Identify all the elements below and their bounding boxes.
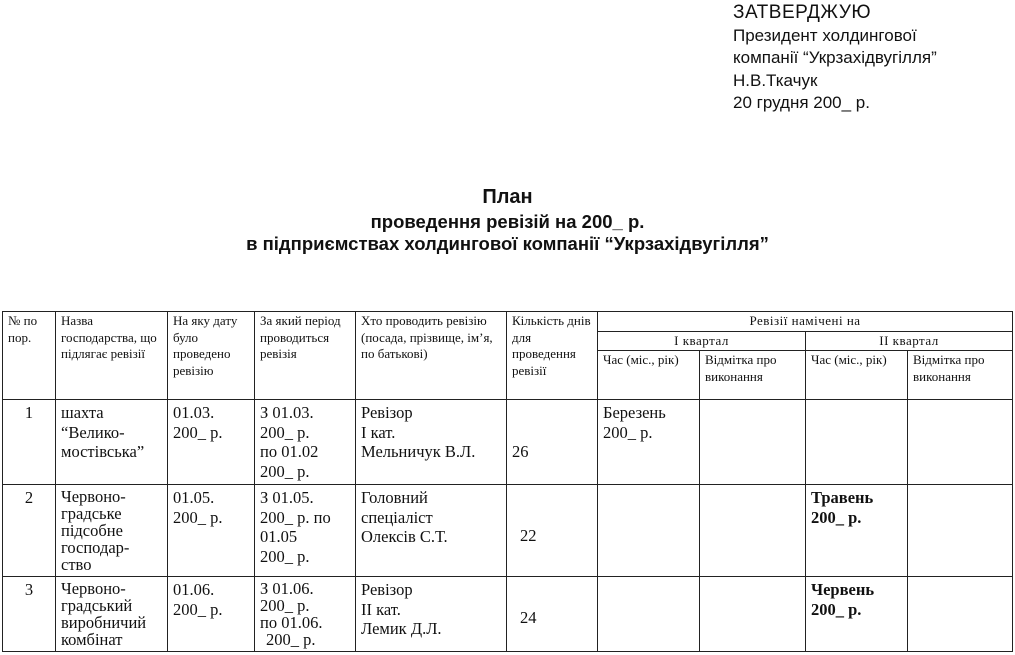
header-auditor: Хто проводить ревізію (посада, прізвище, ім’я, по батькові) (356, 312, 507, 400)
auditor-line: спеціаліст (361, 507, 433, 527)
last-audit-date (168, 577, 255, 652)
approval-line-position: Президент холдингової (733, 25, 917, 45)
entity-name-line: градське (61, 504, 122, 523)
header-quarter-2: ІІ квартал (806, 331, 1013, 351)
audit-period-line: по 01.02 (260, 442, 319, 461)
q1-time (598, 577, 700, 652)
audit-period-line: 200_ р. (260, 546, 310, 566)
header-q1-mark: Відмітка про виконання (700, 351, 806, 400)
last-audit-date-line: 200_ р. (173, 422, 223, 442)
auditor-line: І кат. (361, 422, 396, 442)
entity-name-line: “Велико- (61, 422, 125, 442)
approval-heading: ЗАТВЕРДЖУЮ (733, 2, 872, 23)
q1-time (598, 400, 700, 485)
header-q2-mark: Відмітка про виконання (908, 351, 1013, 400)
last-audit-date (168, 400, 255, 485)
audit-period-line: 200_ р. (266, 630, 316, 649)
document-title (0, 184, 1015, 255)
entity-name-line: комбінат (61, 630, 123, 649)
audit-period (255, 400, 356, 485)
approval-stamp (733, 2, 1008, 115)
q2-mark (908, 485, 1013, 577)
header-planned: Ревізії намічені на (598, 312, 1013, 332)
approval-line-date: 20 грудня 200_ р. (733, 93, 870, 112)
header-entity-name: Назва господарства, що підлягає ревізії (56, 312, 168, 400)
table-row (3, 485, 1013, 577)
q1-mark (700, 400, 806, 485)
audit-period (255, 577, 356, 652)
entity-name-line: ство (61, 555, 92, 574)
audit-days (507, 400, 598, 485)
title-line-3: в підприємствах холдингової компанії “Укрзахідвугілля” (246, 233, 769, 254)
auditor-line: ІІ кат. (361, 599, 401, 619)
entity-name-line: мостівська” (61, 442, 145, 461)
audit-plan-table (2, 311, 1013, 652)
q2-mark (908, 577, 1013, 652)
audit-days-value: 22 (520, 526, 537, 545)
entity-name-line: господар- (61, 538, 130, 557)
q2-time-line: 200_ р. (811, 599, 862, 619)
entity-name (56, 400, 168, 485)
entity-name-line: Червоно- (61, 579, 126, 598)
auditor (356, 485, 507, 577)
q2-time (806, 400, 908, 485)
entity-name-line: градський (61, 596, 133, 615)
row-number: 2 (3, 485, 56, 577)
last-audit-date-line: 200_ р. (173, 507, 223, 527)
audit-period (255, 485, 356, 577)
audit-period-line: по 01.06. (260, 613, 323, 632)
q2-mark (908, 400, 1013, 485)
entity-name-line: виробничий (61, 613, 147, 632)
audit-period-line: 200_ р. (260, 422, 310, 442)
audit-days (507, 577, 598, 652)
q1-time (598, 485, 700, 577)
q2-time (806, 577, 908, 652)
audit-period-line: 200_ р. (260, 461, 310, 481)
auditor-line: Олексів С.Т. (361, 527, 448, 546)
audit-days (507, 485, 598, 577)
q2-time-line: 200_ р. (811, 507, 862, 527)
header-number: № по пор. (3, 312, 56, 400)
auditor-line: Головний (361, 488, 428, 507)
last-audit-date (168, 485, 255, 577)
title-line-1: План (482, 186, 533, 208)
approval-line-name: Н.В.Ткачук (733, 70, 818, 90)
audit-period-line: З 01.05. (260, 488, 314, 507)
last-audit-date-line: 01.06. (173, 580, 215, 599)
q1-mark (700, 577, 806, 652)
auditor-line: Лемик Д.Л. (361, 619, 442, 638)
auditor (356, 400, 507, 485)
header-audit-period: За який період проводиться ревізія (255, 312, 356, 400)
audit-period-line: З 01.03. (260, 403, 314, 422)
audit-period-line: З 01.06. (260, 579, 314, 598)
audit-period-line: 01.05 (260, 527, 298, 546)
auditor-line: Мельничук В.Л. (361, 442, 476, 461)
entity-name (56, 577, 168, 652)
q1-mark (700, 485, 806, 577)
audit-period-line: 200_ р. (260, 596, 310, 615)
row-number: 3 (3, 577, 56, 652)
entity-name-line: Червоно- (61, 487, 126, 506)
q1-time-line: Березень (603, 403, 666, 422)
approval-line-company: компанії “Укрзахідвугілля” (733, 48, 937, 67)
entity-name-line: підсобне (61, 521, 123, 540)
header-q2-time: Час (міс., рік) (806, 351, 908, 400)
last-audit-date-line: 01.05. (173, 488, 215, 507)
entity-name-line: шахта (61, 403, 104, 422)
entity-name (56, 485, 168, 577)
table-row (3, 577, 1013, 652)
auditor-line: Ревізор (361, 403, 413, 422)
header-last-audit-date: На яку дату було проведено ревізію (168, 312, 255, 400)
header-quarter-1: І квартал (598, 331, 806, 351)
row-number: 1 (3, 400, 56, 485)
header-days: Кількість днів для проведення ревізії (507, 312, 598, 400)
q1-time-line: 200_ р. (603, 422, 653, 442)
q2-time-line: Травень (811, 488, 874, 507)
table-row (3, 400, 1013, 485)
header-q1-time: Час (міс., рік) (598, 351, 700, 400)
audit-days-value: 26 (512, 442, 529, 461)
audit-period-line: 200_ р. по (260, 507, 331, 527)
q2-time-line: Червень (811, 580, 875, 599)
auditor (356, 577, 507, 652)
audit-days-value: 24 (520, 608, 537, 627)
title-line-2: проведення ревізій на 200_ р. (370, 211, 645, 232)
q2-time (806, 485, 908, 577)
auditor-line: Ревізор (361, 580, 413, 599)
last-audit-date-line: 200_ р. (173, 599, 223, 619)
last-audit-date-line: 01.03. (173, 403, 215, 422)
